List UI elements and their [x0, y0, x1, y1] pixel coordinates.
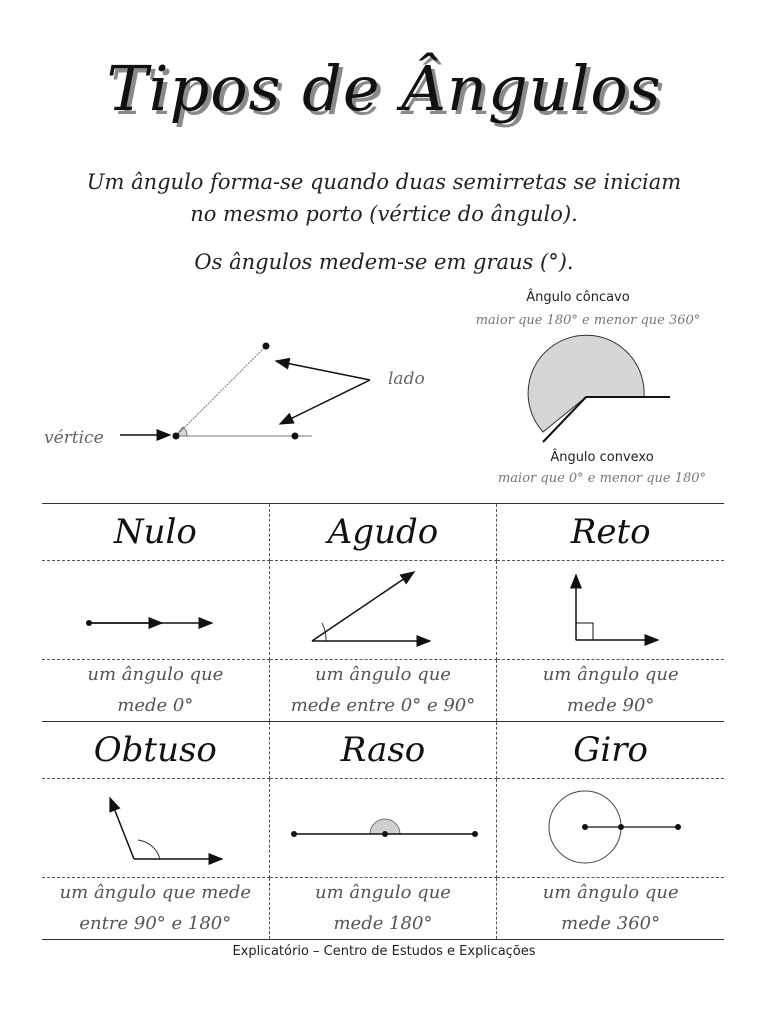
reto-drawing-cell [497, 561, 724, 660]
type-cell-giro [497, 722, 724, 779]
type-desc-line: um ângulo que [542, 664, 679, 685]
type-name: Raso [340, 730, 426, 771]
raso-drawing-cell [269, 779, 497, 878]
nulo-drawing-cell [42, 561, 269, 660]
table-row [42, 722, 724, 779]
table-row [42, 779, 724, 878]
type-cell-nulo [42, 504, 269, 561]
table-row [42, 660, 724, 722]
nulo-angle-drawing [42, 561, 268, 655]
giro-drawing-cell [497, 779, 724, 878]
intro-line-3: Os ângulos medem-se em graus (°). [194, 250, 574, 274]
raso-desc-cell [269, 878, 497, 940]
obtuso-drawing-cell [42, 779, 269, 878]
giro-angle-drawing [498, 779, 724, 873]
reto-desc-cell [497, 660, 724, 722]
obtuso-desc-cell [42, 878, 269, 940]
type-cell-reto [497, 504, 724, 561]
type-desc-line: um ângulo que [87, 664, 224, 685]
nulo-desc-cell [42, 660, 269, 722]
type-cell-agudo [269, 504, 497, 561]
concave-convex-diagram [528, 335, 670, 442]
type-desc-line: entre 90° e 180° [79, 912, 232, 934]
table-row [42, 561, 724, 660]
type-desc-line: mede entre 0° e 90° [290, 694, 476, 716]
type-name: Giro [573, 730, 649, 771]
concave-title: Ângulo côncavo [526, 290, 630, 305]
type-desc-line: um ângulo que [542, 882, 679, 904]
agudo-angle-drawing [270, 561, 496, 655]
angle-parts-diagram [120, 343, 370, 440]
type-desc-line: mede 360° [561, 912, 661, 934]
vertice-label: vértice [44, 428, 104, 448]
convex-title: Ângulo convexo [550, 450, 654, 465]
agudo-desc-cell [269, 660, 497, 722]
footer-text: Explicatório – Centro de Estudos e Explicações [232, 944, 536, 959]
type-name: Agudo [327, 512, 439, 552]
intro-line-1: Um ângulo forma-se quando duas semirretas se iniciam [86, 170, 682, 194]
type-desc-line: mede 90° [566, 694, 655, 716]
type-cell-obtuso [42, 722, 269, 779]
type-desc-line: um ângulo que [315, 664, 451, 685]
concave-desc: maior que 180° e menor que 360° [475, 313, 701, 328]
reto-angle-drawing [498, 561, 724, 655]
intro-line-2: no mesmo porto (vértice do ângulo). [190, 202, 578, 226]
convex-desc: maior que 0° e menor que 180° [497, 471, 707, 486]
table-row [42, 504, 724, 561]
type-desc-line: um ângulo que [315, 882, 451, 904]
angle-parts-illustration [0, 0, 768, 500]
table-row [42, 878, 724, 940]
type-name: Reto [570, 512, 651, 552]
type-name: Nulo [113, 512, 197, 552]
raso-angle-drawing [270, 779, 496, 873]
type-cell-raso [269, 722, 497, 779]
type-desc-line: mede 180° [333, 912, 433, 934]
lado-label: lado [388, 369, 425, 389]
giro-desc-cell [497, 878, 724, 940]
type-desc-line: mede 0° [117, 694, 194, 716]
agudo-drawing-cell [269, 561, 497, 660]
type-name: Obtuso [93, 730, 217, 771]
angle-types-table [42, 503, 724, 940]
page-title: Tipos de Ângulos [106, 52, 662, 125]
obtuso-angle-drawing [42, 779, 268, 873]
type-desc-line: um ângulo que mede [59, 882, 252, 904]
